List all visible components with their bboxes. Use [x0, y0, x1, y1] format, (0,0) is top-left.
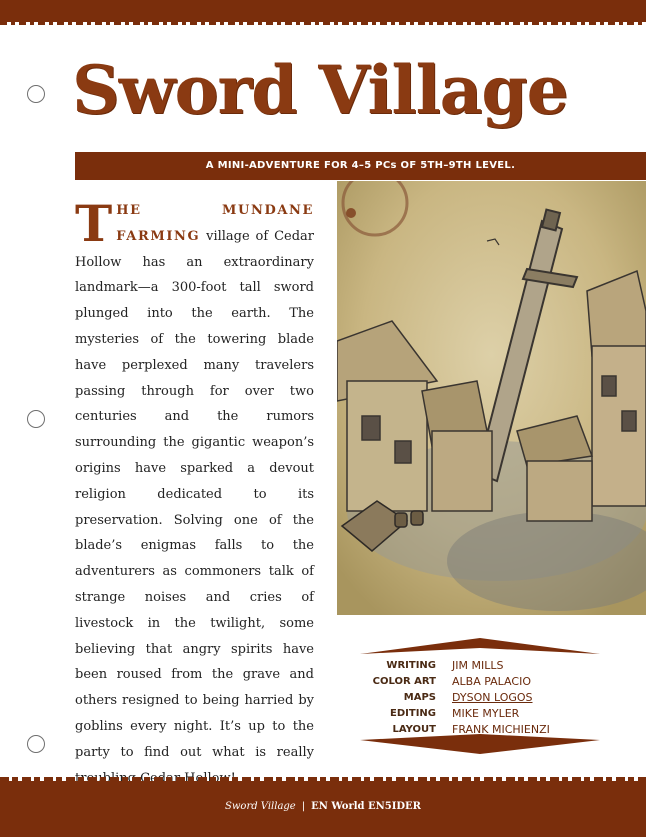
credit-role: WRITING [386, 660, 436, 671]
subtitle-text: A MINI-ADVENTURE FOR 4–5 PCs OF 5TH–9TH LEVEL. [205, 160, 516, 171]
village-sketch-image [337, 181, 646, 615]
credits-box [360, 636, 600, 756]
credit-name: JIM MILLS [452, 659, 504, 672]
credit-row [360, 658, 600, 674]
binder-hole-top [27, 85, 45, 103]
lead-in-caps: HE MUNDANE FARMING [116, 203, 314, 244]
page-footer [0, 797, 646, 817]
page-title: Sword Village [72, 51, 568, 129]
footer-separator: | [301, 801, 306, 812]
intro-body: village of Cedar Hollow has an extraordinary landmark—a 300-foot tall sword plunged into the earth. The mysteries of the towering blade have perplexed many travelers passing through for over two centuries and the rumors surrounding the gigantic weapon’s origins have sparked a devout religion dedicated to its preservation. Solving one of the blade’s enigmas falls to the adventurers as commoners talk of strange noises and cries of livestock in the twilight, some believing that angry spirits have been roused from the grave and others resigned to being harried by goblins every night. It’s up to the party to find out what is really [75, 228, 314, 760]
drop-cap: T [75, 194, 113, 253]
binder-hole-bottom [27, 735, 45, 753]
footer-publication: EN World EN5IDER [311, 801, 421, 812]
village-illustration [337, 181, 646, 615]
top-border-band [0, 0, 646, 22]
subtitle-banner [75, 152, 646, 180]
maps-credit-link[interactable]: DYSON LOGOS [452, 691, 533, 704]
credit-row [360, 690, 600, 706]
credit-name: FRANK MICHIENZI [452, 723, 550, 736]
credit-row [360, 722, 600, 738]
credit-role: COLOR ART [372, 676, 436, 687]
credit-name: MIKE MYLER [452, 707, 520, 720]
credit-role: MAPS [403, 692, 436, 703]
footer-title: Sword Village [225, 801, 296, 812]
credit-role: LAYOUT [392, 724, 436, 735]
credit-role: EDITING [390, 708, 436, 719]
credit-name: ALBA PALACIO [452, 675, 531, 688]
intro-paragraph [75, 194, 314, 791]
credit-row [360, 674, 600, 690]
credit-row [360, 706, 600, 722]
binder-hole-middle [27, 410, 45, 428]
